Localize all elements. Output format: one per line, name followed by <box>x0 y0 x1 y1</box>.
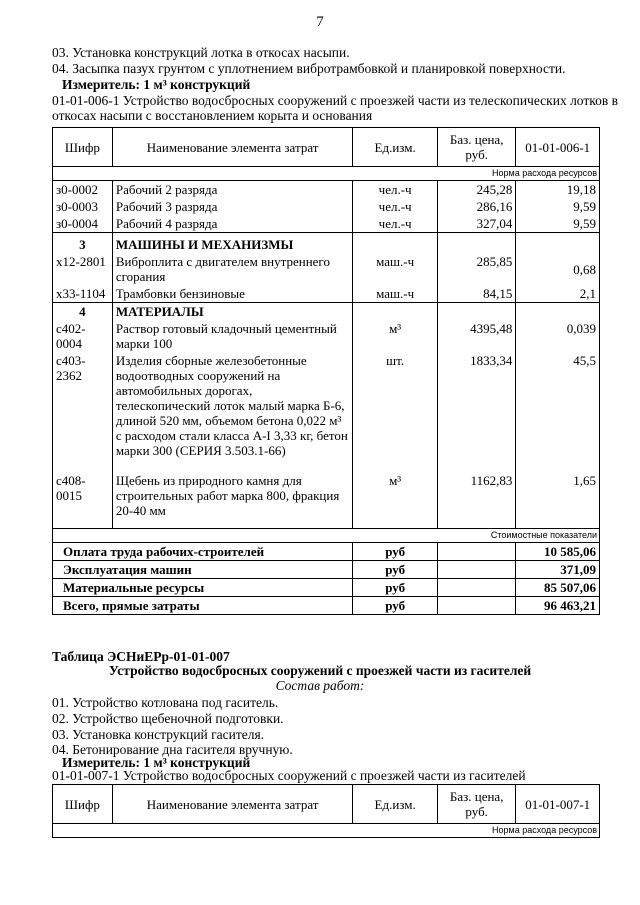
table-row <box>53 181 600 199</box>
row-name: Щебень из природного камня для строительных работ марка 800, фракция 20-40 мм <box>112 472 352 529</box>
row-name: Рабочий 4 разряда <box>112 215 352 233</box>
table-row <box>53 215 600 233</box>
header-name: Наименование элемента затрат <box>112 128 352 167</box>
section-title: Устройство водосбросных сооружений с проезжей части из гасителей <box>108 663 532 678</box>
row-unit: м³ <box>353 472 438 529</box>
resource-table-2 <box>52 784 600 838</box>
table-row <box>53 285 600 303</box>
section-number: 3 <box>53 233 113 254</box>
norm-subheader <box>53 167 600 181</box>
row-norm: 1,65 <box>516 472 600 529</box>
work-item: 02. Устройство щебеночной подготовки. <box>52 711 284 726</box>
total-value: 96 463,21 <box>516 597 600 615</box>
row-name: Рабочий 2 разряда <box>112 181 352 199</box>
row-code: з0-0003 <box>53 198 113 215</box>
norm-subheader <box>53 824 600 838</box>
row-unit: маш.-ч <box>353 253 438 285</box>
row-norm: 45,5 <box>516 352 600 472</box>
total-row <box>53 579 600 597</box>
row-norm: 2,1 <box>516 285 600 303</box>
total-unit: руб <box>353 543 438 561</box>
section-title: МАШИНЫ И МЕХАНИЗМЫ <box>112 233 352 254</box>
item-title-cont: откосах насыпи с восстановлением корыта и основания <box>52 108 373 123</box>
row-name: Трамбовки бензиновые <box>112 285 352 303</box>
row-price: 1162,83 <box>437 472 515 529</box>
row-price: 84,15 <box>437 285 515 303</box>
row-price: 285,85 <box>437 253 515 285</box>
measurer-label: Измеритель: 1 м³ конструкций <box>62 755 251 770</box>
row-norm: 0,039 <box>516 320 600 352</box>
header-norm: 01-01-007-1 <box>516 785 600 824</box>
section-number: 4 <box>53 303 113 321</box>
row-price: 286,16 <box>437 198 515 215</box>
total-label: Оплата труда рабочих-строителей <box>53 543 353 561</box>
total-row <box>53 543 600 561</box>
row-norm: 9,59 <box>516 198 600 215</box>
table-row <box>53 352 600 472</box>
row-name: Виброплита с двигателем внутреннего сгорания <box>112 253 352 285</box>
total-value: 371,09 <box>516 561 600 579</box>
total-value: 85 507,06 <box>516 579 600 597</box>
row-code: з0-0002 <box>53 181 113 199</box>
table-reference: Таблица ЭСНиЕРр-01-01-007 <box>52 649 230 664</box>
row-unit: чел.-ч <box>353 215 438 233</box>
norm-label: Норма расхода ресурсов <box>53 824 600 838</box>
row-name: Рабочий 3 разряда <box>112 198 352 215</box>
header-name: Наименование элемента затрат <box>112 785 352 824</box>
total-unit: руб <box>353 579 438 597</box>
total-row <box>53 597 600 615</box>
work-item: 03. Установка конструкций гасителя. <box>52 727 265 742</box>
header-norm: 01-01-006-1 <box>516 128 600 167</box>
row-unit: чел.-ч <box>353 181 438 199</box>
table-row <box>53 253 600 285</box>
row-unit: м³ <box>353 320 438 352</box>
row-price: 245,28 <box>437 181 515 199</box>
work-item: 03. Установка конструкций лотка в откосах насыпи. <box>52 45 350 60</box>
item-title: 01-01-006-1 Устройство водосбросных сооружений с проезжей части из телескопических лотков в <box>52 93 619 108</box>
row-price: 327,04 <box>437 215 515 233</box>
total-row <box>53 561 600 579</box>
header-unit: Ед.изм. <box>353 128 438 167</box>
row-code: с402-0004 <box>53 320 113 352</box>
row-unit: маш.-ч <box>353 285 438 303</box>
header-code: Шифр <box>53 785 113 824</box>
row-norm: 19,18 <box>516 181 600 199</box>
row-price: 1833,34 <box>437 352 515 472</box>
row-code: х12-2801 <box>53 253 113 285</box>
row-code: с408-0015 <box>53 472 113 529</box>
header-price: Баз. цена, руб. <box>437 128 515 167</box>
row-name: Изделия сборные железобетонные водоотводных сооружений на автомобильных дорогах, телескопический лоток малый марка Б-6, длиной 520 мм, объемом бетона 0,022 м³ с расходом стали класса А-I 3,33 кг, бетон марки 300 (СЕРИЯ 3.503.1-66) <box>112 352 352 472</box>
cost-subheader <box>53 529 600 543</box>
row-price: 4395,48 <box>437 320 515 352</box>
measurer-label: Измеритель: 1 м³ конструкций <box>62 77 251 92</box>
row-name: Раствор готовый кладочный цементный марки 100 <box>112 320 352 352</box>
row-unit: шт. <box>353 352 438 472</box>
table-row <box>53 320 600 352</box>
row-code: х33-1104 <box>53 285 113 303</box>
item-title: 01-01-007-1 Устройство водосбросных сооружений с проезжей части из гасителей <box>52 768 526 783</box>
total-label: Всего, прямые затраты <box>53 597 353 615</box>
table-row <box>53 472 600 529</box>
section-row-materials <box>53 303 600 321</box>
row-code: з0-0004 <box>53 215 113 233</box>
header-price: Баз. цена, руб. <box>437 785 515 824</box>
work-item: 04. Бетонирование дна гасителя вручную. <box>52 742 293 757</box>
row-norm: 0,68 <box>516 253 600 285</box>
row-unit: чел.-ч <box>353 198 438 215</box>
total-value: 10 585,06 <box>516 543 600 561</box>
row-code: с403-2362 <box>53 352 113 472</box>
work-item: 01. Устройство котлована под гаситель. <box>52 695 279 710</box>
row-norm: 9,59 <box>516 215 600 233</box>
page-number: 7 <box>316 14 324 30</box>
total-label: Материальные ресурсы <box>53 579 353 597</box>
composition-label: Состав работ: <box>275 678 365 693</box>
section-title: МАТЕРИАЛЫ <box>112 303 352 321</box>
table-header <box>53 785 600 824</box>
header-code: Шифр <box>53 128 113 167</box>
resource-table <box>52 127 600 615</box>
total-unit: руб <box>353 597 438 615</box>
table-header <box>53 128 600 167</box>
work-item: 04. Засыпка пазух грунтом с уплотнением вибротрамбовкой и планировкой поверхности. <box>52 61 566 76</box>
section-row-machines <box>53 233 600 254</box>
cost-label: Стоимостные показатели <box>53 529 600 543</box>
total-unit: руб <box>353 561 438 579</box>
total-label: Эксплуатация машин <box>53 561 353 579</box>
header-unit: Ед.изм. <box>353 785 438 824</box>
table-row <box>53 198 600 215</box>
norm-label: Норма расхода ресурсов <box>53 167 600 181</box>
